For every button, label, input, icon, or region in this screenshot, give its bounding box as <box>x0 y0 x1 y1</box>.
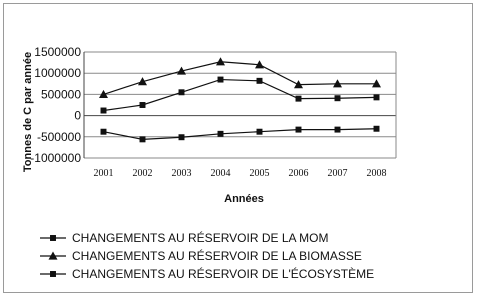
data-point <box>101 129 107 135</box>
data-point <box>296 96 302 102</box>
legend-marker <box>50 271 56 277</box>
y-tick-label: 1000000 <box>34 66 81 81</box>
y-tick-label: 0 <box>74 108 81 123</box>
data-point <box>257 129 263 135</box>
data-point <box>140 102 146 108</box>
data-point <box>257 78 263 84</box>
y-axis-label: Tonnes de C par année <box>22 51 34 173</box>
data-point <box>335 127 341 133</box>
legend-marker <box>50 235 56 241</box>
data-point <box>374 94 380 100</box>
y-tick-labels <box>30 45 81 165</box>
x-tick-label: 2003 <box>171 168 192 179</box>
x-tick-label: 2007 <box>327 168 348 179</box>
legend-label: CHANGEMENTS AU RÉSERVOIR DE L'ÉCOSYSTÈME <box>72 267 375 281</box>
data-point <box>140 136 146 142</box>
legend-label: CHANGEMENTS AU RÉSERVOIR DE LA MOM <box>72 231 329 245</box>
data-point <box>101 108 107 114</box>
x-tick-label: 2004 <box>210 168 231 179</box>
x-tick-labels <box>94 168 387 179</box>
data-point <box>216 57 225 65</box>
data-point <box>179 89 185 95</box>
gridlines <box>84 52 396 158</box>
x-axis-label: Années <box>224 193 264 205</box>
x-tick-label: 2008 <box>366 168 387 179</box>
data-point <box>218 77 224 83</box>
y-tick-label: -1000000 <box>30 151 81 165</box>
legend-label: CHANGEMENTS AU RÉSERVOIR DE LA BIOMASSE <box>72 249 362 263</box>
x-tick-label: 2006 <box>288 168 309 179</box>
y-tick-label: -500000 <box>36 129 81 144</box>
data-point <box>374 126 380 132</box>
series-markers <box>99 57 381 142</box>
data-point <box>179 134 185 140</box>
data-point <box>296 127 302 133</box>
series-line <box>104 62 377 95</box>
x-tick-label: 2002 <box>132 168 153 179</box>
data-point <box>335 95 341 101</box>
data-point <box>218 131 224 137</box>
y-tick-label: 1500000 <box>34 45 81 59</box>
x-tick-label: 2005 <box>249 168 270 179</box>
y-tick-label: 500000 <box>40 87 81 102</box>
x-tick-label: 2001 <box>93 168 114 179</box>
legend <box>40 230 374 281</box>
